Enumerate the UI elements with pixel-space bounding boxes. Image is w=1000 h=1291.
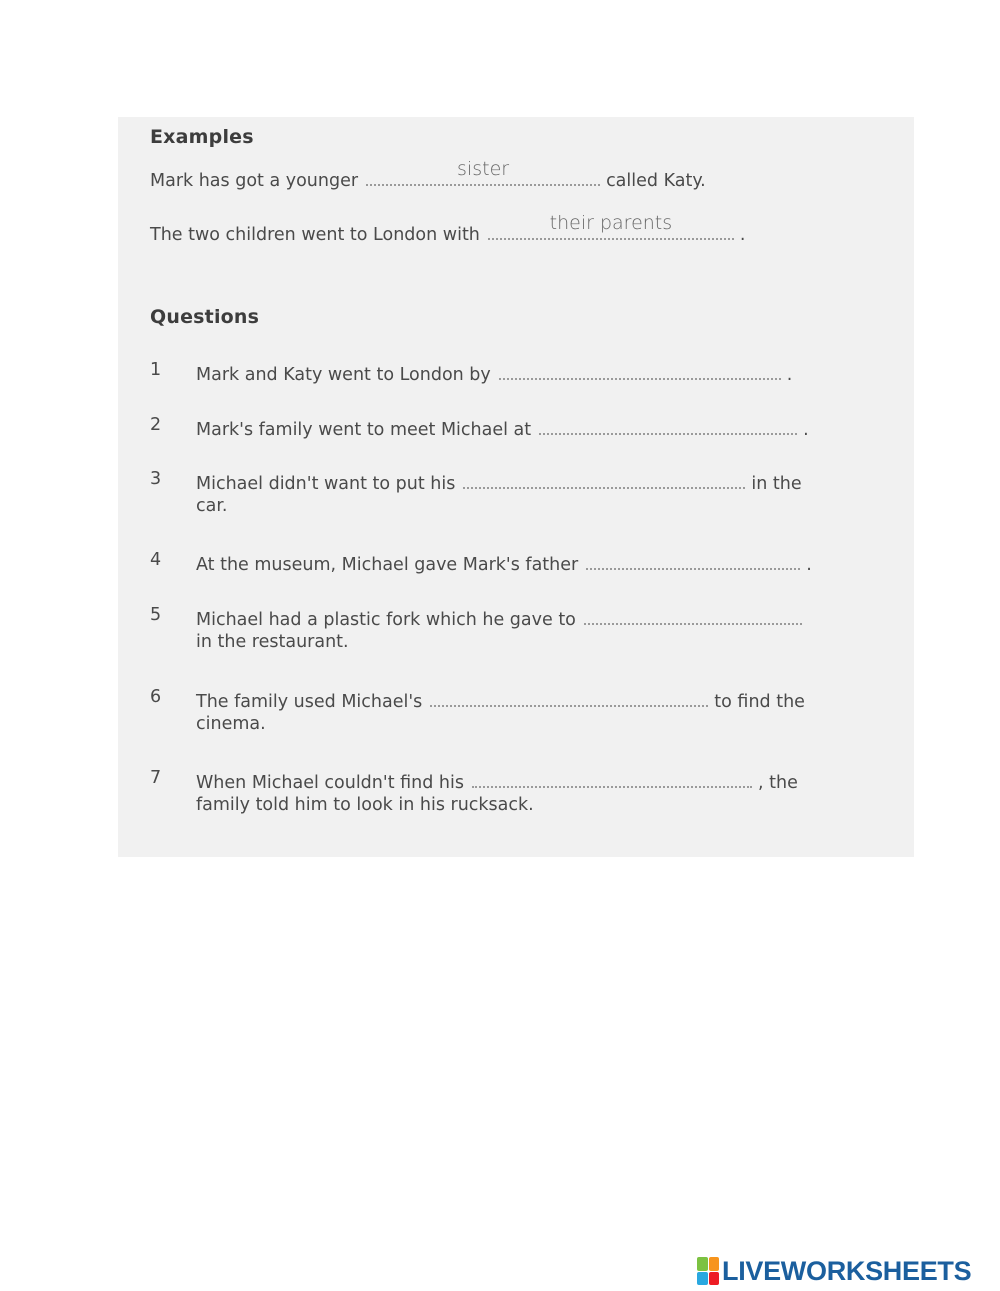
question-3 bbox=[196, 469, 802, 494]
example-1-text-before: Mark has got a younger bbox=[150, 171, 359, 191]
examples-heading: Examples bbox=[150, 126, 254, 148]
question-3-text: Michael didn't want to put his bbox=[196, 474, 456, 494]
liveworksheets-logo[interactable] bbox=[697, 1254, 971, 1288]
question-7-answer-input[interactable] bbox=[472, 768, 752, 788]
question-1-text-after: . bbox=[786, 365, 793, 385]
question-5-line2: in the restaurant. bbox=[196, 632, 349, 652]
question-7-line2: family told him to look in his rucksack. bbox=[196, 795, 534, 815]
question-6 bbox=[196, 687, 805, 712]
question-2 bbox=[196, 415, 809, 440]
example-1-answer: sister bbox=[457, 158, 510, 180]
question-3-text-after: in the bbox=[751, 474, 802, 494]
question-number: 1 bbox=[150, 360, 162, 380]
question-6-text-after: to find the bbox=[714, 692, 805, 712]
question-number: 5 bbox=[150, 605, 162, 625]
question-4-text-after: . bbox=[806, 555, 812, 575]
question-5 bbox=[196, 605, 808, 630]
question-3-answer-input[interactable] bbox=[463, 469, 745, 489]
question-6-line2: cinema. bbox=[196, 714, 266, 734]
question-number: 7 bbox=[150, 768, 162, 788]
question-7-text: When Michael couldn't find his bbox=[196, 773, 464, 793]
question-2-text-after: . bbox=[803, 420, 809, 440]
example-2-text-before: The two children went to London with bbox=[150, 225, 480, 245]
example-2-blank bbox=[488, 212, 734, 240]
liveworksheets-logo-icon bbox=[697, 1257, 719, 1285]
question-6-text: The family used Michael's bbox=[196, 692, 423, 712]
question-3-line2: car. bbox=[196, 496, 228, 516]
example-2-answer: their parents bbox=[549, 212, 673, 234]
question-number: 2 bbox=[150, 415, 162, 435]
question-1-answer-input[interactable] bbox=[499, 360, 781, 380]
example-1-blank bbox=[366, 158, 600, 186]
logo-text: LIVEWORKSHEETS bbox=[722, 1255, 972, 1286]
question-number: 6 bbox=[150, 687, 162, 707]
question-2-answer-input[interactable] bbox=[539, 415, 797, 435]
questions-heading: Questions bbox=[150, 306, 260, 328]
question-4 bbox=[196, 550, 812, 575]
question-4-answer-input[interactable] bbox=[586, 550, 800, 570]
question-6-answer-input[interactable] bbox=[430, 687, 708, 707]
question-7-text-after: , the bbox=[757, 773, 798, 793]
question-1-text: Mark and Katy went to London by bbox=[196, 365, 491, 385]
question-4-text: At the museum, Michael gave Mark's father bbox=[196, 555, 579, 575]
question-5-text: Michael had a plastic fork which he gave to bbox=[196, 610, 576, 630]
question-1 bbox=[196, 360, 792, 385]
question-number: 4 bbox=[150, 550, 162, 570]
question-7 bbox=[196, 768, 798, 793]
example-2 bbox=[150, 212, 746, 245]
question-5-answer-input[interactable] bbox=[584, 605, 802, 625]
question-number: 3 bbox=[150, 469, 162, 489]
question-2-text: Mark's family went to meet Michael at bbox=[196, 420, 532, 440]
example-1-text-after: called Katy. bbox=[606, 171, 706, 191]
example-2-text-after: . bbox=[739, 225, 746, 245]
example-1 bbox=[150, 158, 706, 191]
